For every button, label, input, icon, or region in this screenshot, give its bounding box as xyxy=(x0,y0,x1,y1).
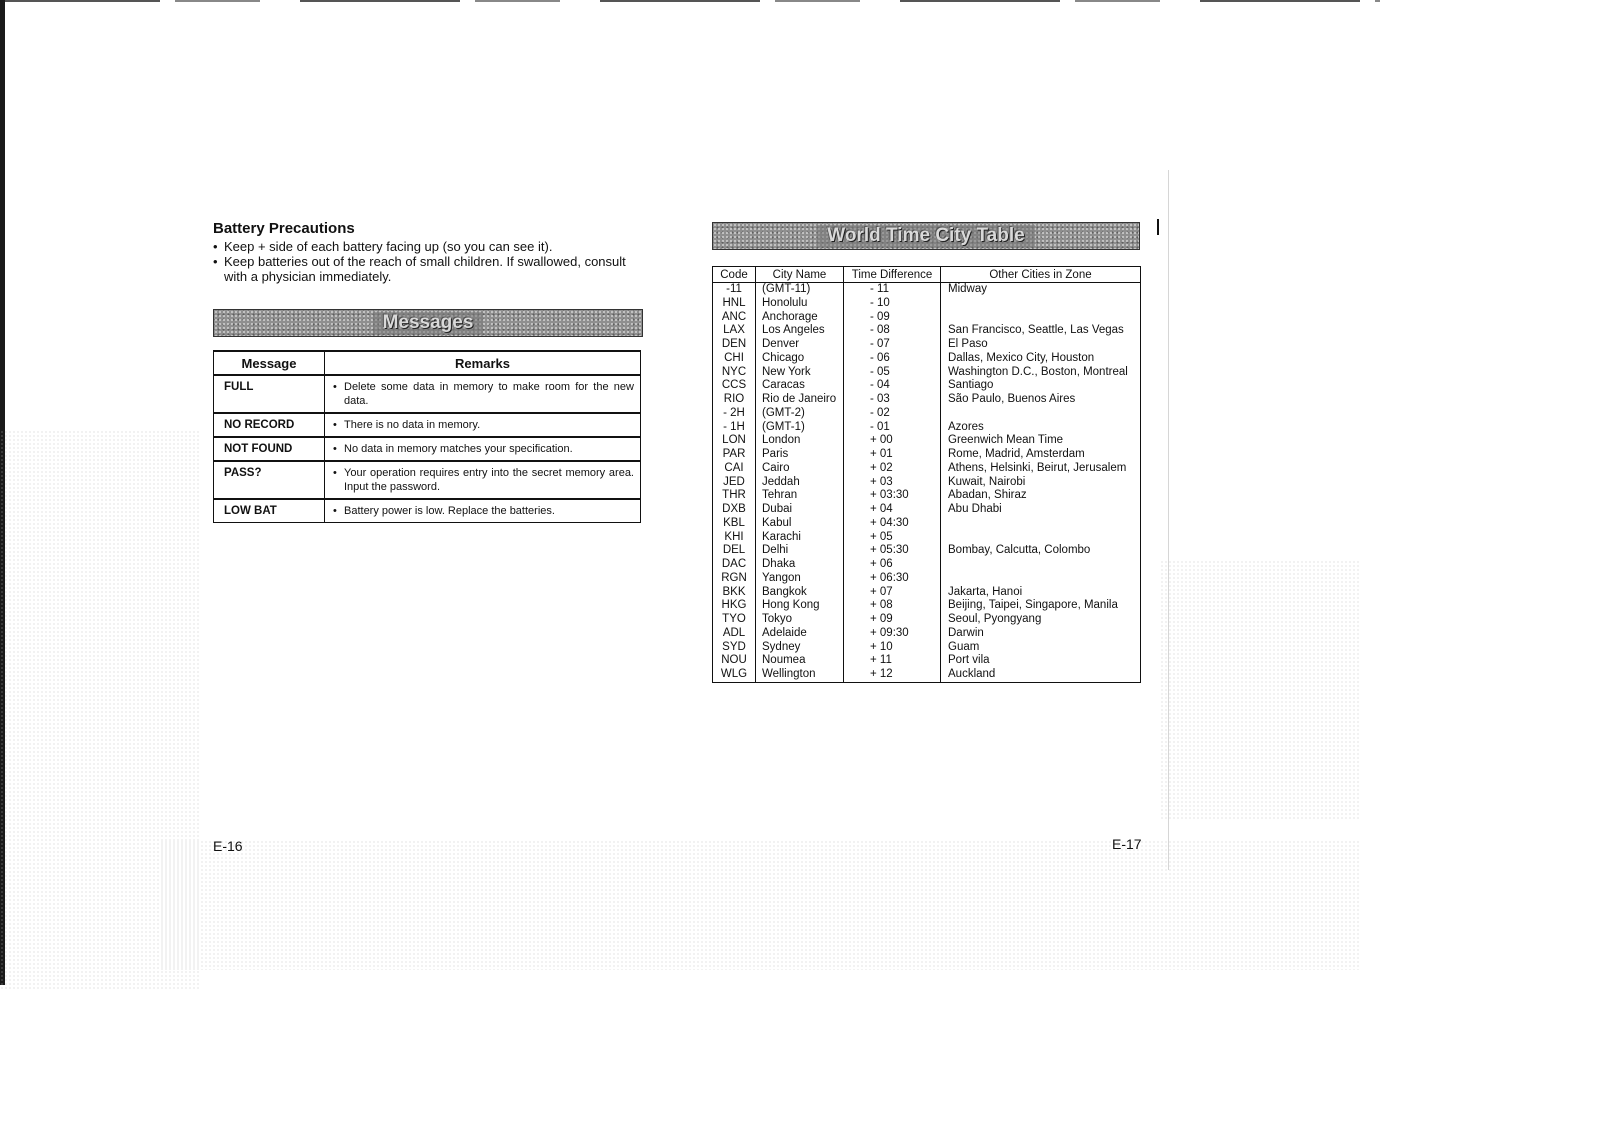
city-cell: Sydney xyxy=(756,641,844,655)
time-difference-cell: + 12 xyxy=(844,668,941,682)
bullet-icon: • xyxy=(333,505,337,517)
other-cities-cell xyxy=(941,558,1141,572)
code-cell: CCS xyxy=(713,379,756,393)
other-cities-cell: San Francisco, Seattle, Las Vegas xyxy=(941,324,1141,338)
code-cell: HNL xyxy=(713,297,756,311)
table-row xyxy=(713,421,1141,435)
bullet-icon: • xyxy=(333,381,337,393)
time-difference-cell: - 09 xyxy=(844,311,941,325)
city-cell: Noumea xyxy=(756,654,844,668)
remark-text: Delete some data in memory to make room for the new data. xyxy=(344,381,634,407)
time-difference-cell: + 00 xyxy=(844,434,941,448)
table-row xyxy=(713,297,1141,311)
other-cities-cell: Greenwich Mean Time xyxy=(941,434,1141,448)
list-item: • Keep + side of each battery facing up (so you can see it). xyxy=(213,239,643,254)
code-cell: LON xyxy=(713,434,756,448)
remark-text: Your operation requires entry into the secret memory area. Input the password. xyxy=(344,467,634,493)
code-cell: DEN xyxy=(713,338,756,352)
right-page xyxy=(712,222,1142,683)
city-cell: Yangon xyxy=(756,572,844,586)
table-row xyxy=(713,627,1141,641)
table-row xyxy=(713,393,1141,407)
column-header-city-name: City Name xyxy=(756,267,844,283)
message-cell: PASS? xyxy=(214,461,325,499)
other-cities-cell: Guam xyxy=(941,641,1141,655)
time-difference-cell: - 11 xyxy=(844,283,941,297)
city-cell: Rio de Janeiro xyxy=(756,393,844,407)
city-cell: Delhi xyxy=(756,544,844,558)
time-difference-cell: + 06 xyxy=(844,558,941,572)
page-number-left: E-16 xyxy=(213,838,243,854)
city-cell: Honolulu xyxy=(756,297,844,311)
messages-banner-label: Messages xyxy=(373,312,484,334)
time-difference-cell: - 03 xyxy=(844,393,941,407)
city-cell: (GMT-1) xyxy=(756,421,844,435)
left-page xyxy=(213,220,643,523)
city-cell: Caracas xyxy=(756,379,844,393)
code-cell: DEL xyxy=(713,544,756,558)
time-difference-cell: + 04 xyxy=(844,503,941,517)
remark-cell xyxy=(325,437,641,461)
time-difference-cell: + 04:30 xyxy=(844,517,941,531)
table-row xyxy=(713,544,1141,558)
code-cell: WLG xyxy=(713,668,756,682)
city-cell: Dhaka xyxy=(756,558,844,572)
other-cities-cell: Beijing, Taipei, Singapore, Manila xyxy=(941,599,1141,613)
table-row xyxy=(713,462,1141,476)
time-difference-cell: - 10 xyxy=(844,297,941,311)
table-row xyxy=(713,311,1141,325)
city-cell: Kabul xyxy=(756,517,844,531)
other-cities-cell: São Paulo, Buenos Aires xyxy=(941,393,1141,407)
code-cell: KHI xyxy=(713,531,756,545)
column-header-other-cities: Other Cities in Zone xyxy=(941,267,1141,283)
other-cities-cell: Darwin xyxy=(941,627,1141,641)
table-row xyxy=(214,437,641,461)
code-cell: -11 xyxy=(713,283,756,297)
other-cities-cell: Auckland xyxy=(941,668,1141,682)
time-difference-cell: + 10 xyxy=(844,641,941,655)
time-difference-cell: + 09:30 xyxy=(844,627,941,641)
city-cell: Chicago xyxy=(756,352,844,366)
remark-cell xyxy=(325,375,641,413)
other-cities-cell xyxy=(941,517,1141,531)
code-cell: TYO xyxy=(713,613,756,627)
city-cell: Bangkok xyxy=(756,586,844,600)
city-cell: Tokyo xyxy=(756,613,844,627)
city-cell: Paris xyxy=(756,448,844,462)
world-time-banner-label: World Time City Table xyxy=(817,225,1034,247)
time-difference-cell: - 04 xyxy=(844,379,941,393)
city-cell: (GMT-11) xyxy=(756,283,844,297)
time-difference-cell: + 09 xyxy=(844,613,941,627)
time-difference-cell: + 06:30 xyxy=(844,572,941,586)
city-cell: (GMT-2) xyxy=(756,407,844,421)
code-cell: ADL xyxy=(713,627,756,641)
other-cities-cell: Azores xyxy=(941,421,1141,435)
city-cell: Los Angeles xyxy=(756,324,844,338)
other-cities-cell: Dallas, Mexico City, Houston xyxy=(941,352,1141,366)
other-cities-cell: Abadan, Shiraz xyxy=(941,489,1141,503)
code-cell: PAR xyxy=(713,448,756,462)
table-row xyxy=(214,461,641,499)
city-cell: Anchorage xyxy=(756,311,844,325)
time-difference-cell: - 07 xyxy=(844,338,941,352)
message-cell: FULL xyxy=(214,375,325,413)
table-row xyxy=(713,572,1141,586)
time-difference-cell: + 05:30 xyxy=(844,544,941,558)
remark-text: There is no data in memory. xyxy=(344,419,481,431)
other-cities-cell: Rome, Madrid, Amsterdam xyxy=(941,448,1141,462)
table-row xyxy=(713,407,1141,421)
column-header-remarks: Remarks xyxy=(325,351,641,375)
bullet-icon: • xyxy=(333,419,337,431)
time-difference-cell: - 06 xyxy=(844,352,941,366)
code-cell: CAI xyxy=(713,462,756,476)
code-cell: KBL xyxy=(713,517,756,531)
table-row xyxy=(713,517,1141,531)
battery-precautions-title: Battery Precautions xyxy=(213,220,355,237)
table-row xyxy=(713,613,1141,627)
code-cell: RGN xyxy=(713,572,756,586)
code-cell: SYD xyxy=(713,641,756,655)
other-cities-cell: Bombay, Calcutta, Colombo xyxy=(941,544,1141,558)
table-row xyxy=(214,499,641,523)
other-cities-cell: Jakarta, Hanoi xyxy=(941,586,1141,600)
time-difference-cell: + 03:30 xyxy=(844,489,941,503)
code-cell: LAX xyxy=(713,324,756,338)
table-row xyxy=(713,476,1141,490)
code-cell: JED xyxy=(713,476,756,490)
code-cell: - 1H xyxy=(713,421,756,435)
code-cell: THR xyxy=(713,489,756,503)
time-difference-cell: + 03 xyxy=(844,476,941,490)
city-cell: Cairo xyxy=(756,462,844,476)
table-row xyxy=(713,338,1141,352)
other-cities-cell xyxy=(941,297,1141,311)
city-cell: Jeddah xyxy=(756,476,844,490)
column-header-time-difference: Time Difference xyxy=(844,267,941,283)
world-time-banner xyxy=(712,222,1140,250)
table-row xyxy=(713,324,1141,338)
remark-cell xyxy=(325,413,641,437)
table-row xyxy=(713,586,1141,600)
table-row xyxy=(713,558,1141,572)
table-row xyxy=(713,366,1141,380)
other-cities-cell: Seoul, Pyongyang xyxy=(941,613,1141,627)
page-number-right: E-17 xyxy=(1112,836,1142,852)
code-cell: BKK xyxy=(713,586,756,600)
messages-banner xyxy=(213,309,643,337)
time-difference-cell: - 05 xyxy=(844,366,941,380)
world-time-city-table xyxy=(712,266,1141,683)
time-difference-cell: - 02 xyxy=(844,407,941,421)
code-cell: DXB xyxy=(713,503,756,517)
code-cell: ANC xyxy=(713,311,756,325)
scan-noise xyxy=(160,840,1360,970)
other-cities-cell: Washington D.C., Boston, Montreal xyxy=(941,366,1141,380)
city-cell: Denver xyxy=(756,338,844,352)
city-cell: New York xyxy=(756,366,844,380)
table-row xyxy=(713,489,1141,503)
table-row xyxy=(713,352,1141,366)
city-cell: Tehran xyxy=(756,489,844,503)
code-cell: DAC xyxy=(713,558,756,572)
code-cell: - 2H xyxy=(713,407,756,421)
other-cities-cell: El Paso xyxy=(941,338,1141,352)
message-cell: NOT FOUND xyxy=(214,437,325,461)
table-row xyxy=(713,641,1141,655)
other-cities-cell: Port vila xyxy=(941,654,1141,668)
message-cell: LOW BAT xyxy=(214,499,325,523)
column-header-code: Code xyxy=(713,267,756,283)
table-row xyxy=(214,375,641,413)
city-cell: Adelaide xyxy=(756,627,844,641)
table-row xyxy=(713,434,1141,448)
other-cities-cell xyxy=(941,572,1141,586)
remark-cell xyxy=(325,461,641,499)
other-cities-cell: Midway xyxy=(941,283,1141,297)
table-row xyxy=(713,448,1141,462)
table-row xyxy=(713,379,1141,393)
message-cell: NO RECORD xyxy=(214,413,325,437)
other-cities-cell xyxy=(941,531,1141,545)
other-cities-cell: Athens, Helsinki, Beirut, Jerusalem xyxy=(941,462,1141,476)
time-difference-cell: - 01 xyxy=(844,421,941,435)
time-difference-cell: + 11 xyxy=(844,654,941,668)
table-row xyxy=(713,531,1141,545)
time-difference-cell: + 05 xyxy=(844,531,941,545)
time-difference-cell: - 08 xyxy=(844,324,941,338)
city-cell: London xyxy=(756,434,844,448)
margin-mark xyxy=(1157,219,1159,235)
time-difference-cell: + 08 xyxy=(844,599,941,613)
table-row xyxy=(713,599,1141,613)
other-cities-cell: Abu Dhabi xyxy=(941,503,1141,517)
table-row xyxy=(713,503,1141,517)
city-cell: Wellington xyxy=(756,668,844,682)
code-cell: HKG xyxy=(713,599,756,613)
other-cities-cell xyxy=(941,311,1141,325)
scan-edge-top xyxy=(0,0,1380,2)
time-difference-cell: + 02 xyxy=(844,462,941,476)
scan-noise xyxy=(1160,560,1360,820)
column-header-message: Message xyxy=(214,351,325,375)
code-cell: CHI xyxy=(713,352,756,366)
remark-text: No data in memory matches your specification. xyxy=(344,443,573,455)
code-cell: RIO xyxy=(713,393,756,407)
remark-cell xyxy=(325,499,641,523)
messages-table xyxy=(213,350,641,523)
city-cell: Hong Kong xyxy=(756,599,844,613)
table-row xyxy=(713,668,1141,682)
time-difference-cell: + 07 xyxy=(844,586,941,600)
other-cities-cell: Santiago xyxy=(941,379,1141,393)
list-item: • Keep batteries out of the reach of small children. If swallowed, consult with a physician immediately. xyxy=(213,254,643,284)
time-difference-cell: + 01 xyxy=(844,448,941,462)
table-row xyxy=(713,283,1141,297)
city-cell: Karachi xyxy=(756,531,844,545)
remark-text: Battery power is low. Replace the batteries. xyxy=(344,505,555,517)
code-cell: NYC xyxy=(713,366,756,380)
code-cell: NOU xyxy=(713,654,756,668)
table-row xyxy=(214,413,641,437)
bullet-icon: • xyxy=(333,443,337,455)
city-cell: Dubai xyxy=(756,503,844,517)
bullet-icon: • xyxy=(333,467,337,479)
other-cities-cell xyxy=(941,407,1141,421)
battery-precautions-list xyxy=(213,239,643,284)
table-row xyxy=(713,654,1141,668)
other-cities-cell: Kuwait, Nairobi xyxy=(941,476,1141,490)
